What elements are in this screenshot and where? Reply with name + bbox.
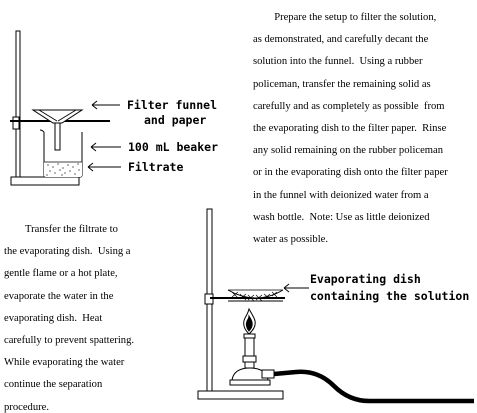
instruction-line: gentle flame or a hot plate,: [4, 268, 118, 280]
instruction-line: carefully to prevent spattering.: [4, 334, 135, 346]
instruction-line: evaporating dish. Heat: [4, 312, 103, 324]
instruction-line: solution into the funnel. Using a rubber: [253, 56, 423, 68]
instruction-line: wash bottle. Note: Use as little deionized: [253, 211, 430, 223]
filter-paper-label: and paper: [144, 113, 207, 127]
filtration-setup: [10, 31, 121, 185]
dish-arrow-icon: [284, 284, 309, 292]
instruction-line: evaporate the water in the: [4, 290, 114, 302]
evaporation-instructions: [4, 224, 134, 413]
instruction-line: water as possible.: [253, 233, 329, 245]
filtration-instructions: [253, 12, 448, 245]
beaker-arrow-icon: [91, 143, 121, 151]
instruction-line: the evaporating dish. Using a: [4, 246, 131, 258]
instruction-line: in the funnel with deionized water from a: [253, 189, 429, 201]
gas-hose: [274, 372, 474, 401]
instruction-line: as demonstrated, and carefully decant the: [253, 34, 429, 46]
instruction-line: Transfer the filtrate to: [4, 224, 118, 235]
bunsen-burner: [230, 309, 274, 385]
filtrate-label: Filtrate: [128, 160, 184, 174]
filtration-arrows: [88, 101, 121, 171]
funnel-arrow-icon: [92, 101, 120, 109]
instruction-line: continue the separation: [4, 379, 103, 391]
solution-label: containing the solution: [310, 289, 470, 303]
beaker: [40, 130, 82, 177]
evaporating-dish: [228, 290, 283, 301]
filtrate-arrow-icon: [88, 163, 121, 171]
instruction-line: the evaporating dish to the filter paper. Rinse: [253, 122, 447, 134]
instruction-line: any solid remaining on the rubber policeman: [253, 145, 444, 157]
beaker-label: 100 mL beaker: [128, 140, 219, 154]
instruction-line: or in the evaporating dish onto the filter paper: [253, 167, 448, 179]
instruction-line: While evaporating the water: [4, 357, 125, 369]
evaporating-dish-label: Evaporating dish: [310, 272, 421, 286]
instruction-line: procedure.: [4, 401, 49, 413]
instruction-line: policeman, transfer the remaining solid as: [253, 78, 431, 90]
instruction-line: carefully and as completely as possible from: [253, 100, 445, 112]
instruction-line: Prepare the setup to filter the solution,: [253, 12, 437, 23]
filter-funnel-label: Filter funnel: [127, 98, 218, 112]
